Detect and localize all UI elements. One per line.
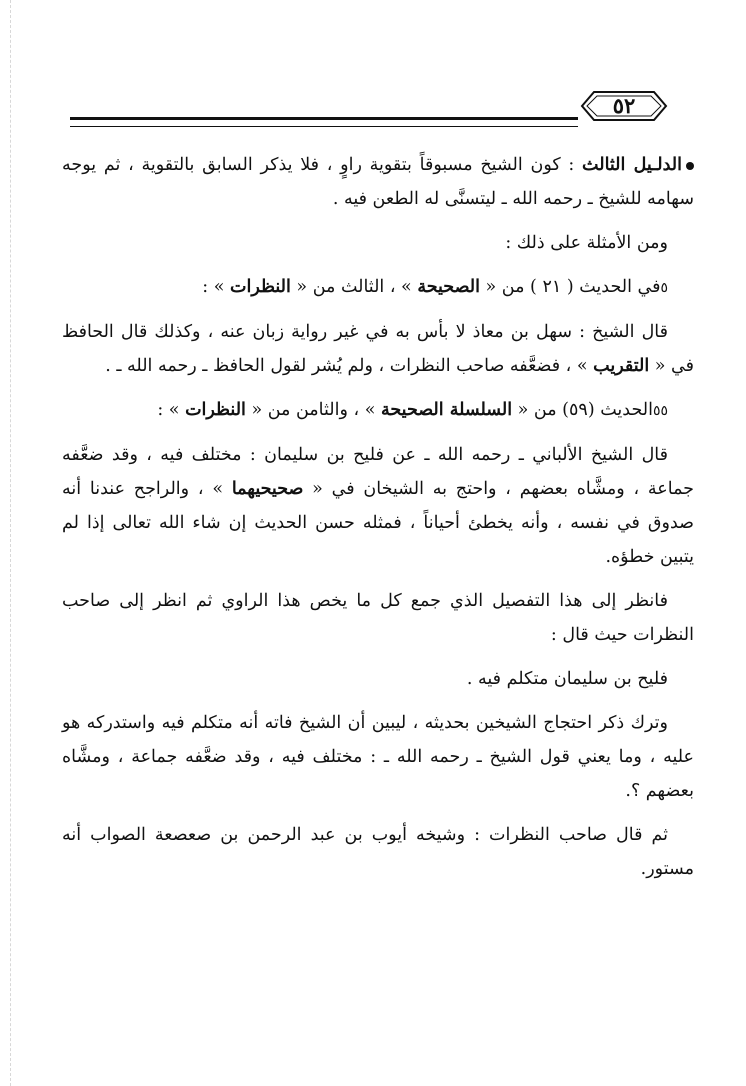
paragraph-hadith-59 <box>62 393 694 428</box>
page-body <box>62 148 694 896</box>
paragraph-look-at-detail: فانظر إلى هذا التفصيل الذي جمع كل ما يخص هذا الراوي ثم انظر إلى صاحب النظرات حيث قال : <box>62 591 694 645</box>
book-title-sahiha: الصحيحة <box>417 277 480 297</box>
section-label: الدلـيل الثالث <box>582 155 682 175</box>
text-segment: قال الشيخ : سهل بن معاذ لا بأس به في غير رواية زبان عنه ، وكذلك قال الحافظ في « <box>62 322 694 376</box>
text-segment: » : <box>157 400 186 420</box>
text-segment: » ، فضعَّفه صاحب النظرات ، ولم يُشر لقول الحافظ ـ رحمه الله ـ . <box>105 356 594 376</box>
paragraph-quote-fulayh: فليح بن سليمان متكلم فيه . <box>466 669 668 689</box>
text-segment: الحديث (٥٩) من « <box>512 400 653 420</box>
circle-marker-icon: ٥ <box>660 280 668 296</box>
paragraph-fulayh <box>62 438 694 574</box>
paragraph-text: : كون الشيخ مسبوقاً بتقوية راوٍ ، فلا يذكر السابق بالتقوية ، ثم يوجه سهامه للشيخ ـ رحمه الله ـ ليتسنَّى له الطعن فيه . <box>62 155 694 209</box>
text-segment: قال الشيخ الألباني ـ رحمه الله ـ عن فليح بن سليمان : مختلف فيه ، وقد ضعَّفه جماعة ، ومشَّاه بعضهم ، واحتج به الشيخان في « <box>62 445 695 499</box>
paragraph-ayyub: ثم قال صاحب النظرات : وشيخه أيوب بن عبد الرحمن بن صعصعة الصواب أنه مستور. <box>62 825 694 879</box>
paragraph-omission: وترك ذكر احتجاج الشيخين بحديثه ، ليبين أن الشيخ فاته أنه متكلم فيه واستدركه هو عليه ، وما يعني قول الشيخ ـ رحمه الله ـ : مختلف فيه ، وقد ضعَّفه جماعة ، ومشَّاه بعضهم ؟. <box>62 713 694 801</box>
double-circle-marker-icon: ٥٥ <box>652 403 668 419</box>
page-number: ٥٢ <box>612 93 636 118</box>
text-segment: » ، الثالث من « <box>290 277 418 297</box>
page-number-badge <box>578 88 670 124</box>
book-title-nazarat: النظرات <box>230 277 291 297</box>
text-segment: » ، والثامن من « <box>245 400 381 420</box>
paragraph-hadith-21 <box>62 270 694 305</box>
binding-line <box>10 0 12 1086</box>
text-segment: » : <box>202 277 231 297</box>
book-title-nazarat: النظرات <box>185 400 246 420</box>
book-title-silsila: السلسلة الصحيحة <box>380 400 513 420</box>
text-segment: في الحديث ( ٢١ ) من « <box>479 277 661 297</box>
paragraph-third-evidence <box>62 148 694 216</box>
book-title-sahihayn: صحيحيهما <box>231 479 304 499</box>
text-segment: » ، والراجح عندنا أنه صدوق في نفسه ، وأنه يخطئ أحياناً ، فمثله حسن الحديث إن شاء الله تعالى إذا لم يتبين خطؤه. <box>62 479 694 567</box>
header-rule <box>70 117 578 127</box>
paragraph-examples-intro: ومن الأمثلة على ذلك : <box>505 233 668 253</box>
paragraph-sahl-ibn-muadh <box>62 315 694 383</box>
book-title-taqrib: التقريب <box>593 356 650 376</box>
bullet-icon <box>686 162 694 170</box>
